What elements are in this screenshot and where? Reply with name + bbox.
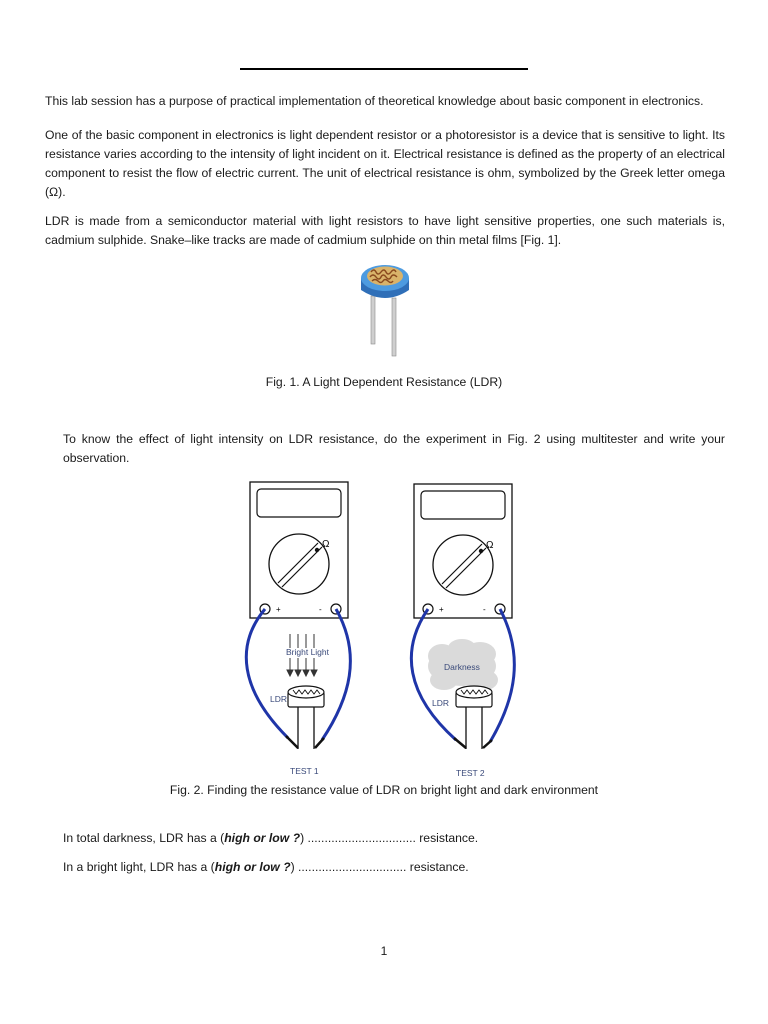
ldr-leg-right bbox=[392, 298, 396, 356]
test-1-lead-right bbox=[322, 609, 350, 740]
instruction-paragraph: To know the effect of light intensity on LDR resistance, do the experiment in Fig. 2 using multitester and write your observation. bbox=[63, 432, 725, 465]
question-bright-light bbox=[63, 859, 469, 875]
question-darkness bbox=[63, 830, 478, 846]
question-bright-emphasis: high or low ? bbox=[214, 860, 291, 874]
darkness-label: Darkness bbox=[444, 662, 480, 672]
test-2-probe-left bbox=[454, 738, 466, 748]
ldr-1-label: LDR bbox=[270, 694, 288, 704]
ldr-photo bbox=[355, 258, 415, 362]
question-bright-prefix: In a bright light, LDR has a ( bbox=[63, 860, 215, 874]
multimeter-2-plus-label: + bbox=[439, 605, 444, 614]
ldr-2 bbox=[456, 686, 492, 749]
ldr-2-label: LDR bbox=[432, 698, 450, 708]
test-1-label: TEST 1 bbox=[290, 766, 319, 776]
multimeter-2 bbox=[414, 484, 512, 618]
multimeter-2-dial bbox=[433, 535, 493, 595]
title-underline bbox=[240, 68, 528, 70]
multimeter-1 bbox=[250, 482, 348, 618]
test-2-probe-right bbox=[483, 740, 492, 748]
ldr-1 bbox=[288, 686, 324, 749]
multimeter-1-minus-label: - bbox=[319, 605, 322, 614]
resistor-definition-paragraph: One of the basic component in electronics is light dependent resistor or a photoresistor is a device that is sensitive to light. Its resistance varies according to the intensity of light incident on it. Electrical resistance is defined as the property of an electrical component to resist the flow of electric current. The unit of electrical resistance is ohm, symbolized by the Greek letter omega (Ω). bbox=[45, 128, 725, 199]
multimeter-1-display bbox=[257, 489, 341, 517]
multimeter-2-ohm-dot bbox=[479, 549, 483, 553]
intro-paragraph: This lab session has a purpose of practical implementation of theoretical knowledge about basic component in electronics. bbox=[45, 94, 704, 108]
fig2-diagram bbox=[230, 480, 530, 780]
page-number: 1 bbox=[380, 944, 388, 958]
test-1-probe-right bbox=[315, 738, 324, 748]
question-darkness-prefix: In total darkness, LDR has a ( bbox=[63, 831, 225, 845]
question-bright-suffix: ) ................................ resistance. bbox=[290, 860, 469, 874]
multimeter-2-ohm-symbol: Ω bbox=[486, 540, 494, 551]
test-1-lead-left bbox=[246, 609, 288, 738]
multimeter-1-plus-label: + bbox=[276, 605, 281, 614]
multimeter-1-dial bbox=[269, 534, 329, 594]
bright-light-label: Bright Light bbox=[286, 647, 329, 657]
multimeter-1-ohm-dot bbox=[315, 548, 319, 552]
test-2-label: TEST 2 bbox=[456, 768, 485, 778]
ldr-material-paragraph: LDR is made from a semiconductor material with light resistors to have light sensitive properties, one such materials is, cadmium sulphide. Snake–like tracks are made of cadmium sulphide on thin metal films [Fig. 1]. bbox=[45, 214, 725, 247]
question-darkness-suffix: ) ................................ resistance. bbox=[300, 831, 479, 845]
multimeter-1-ohm-symbol: Ω bbox=[322, 539, 330, 550]
question-darkness-emphasis: high or low ? bbox=[224, 831, 301, 845]
multimeter-2-minus-label: - bbox=[483, 605, 486, 614]
fig1-caption: Fig. 1. A Light Dependent Resistance (LDR) bbox=[265, 375, 503, 389]
multimeter-2-display bbox=[421, 491, 505, 519]
test-1-probe-left bbox=[286, 736, 298, 748]
ldr-leg-left bbox=[371, 296, 375, 344]
fig2-caption: Fig. 2. Finding the resistance value of LDR on bright light and dark environment bbox=[169, 783, 599, 797]
